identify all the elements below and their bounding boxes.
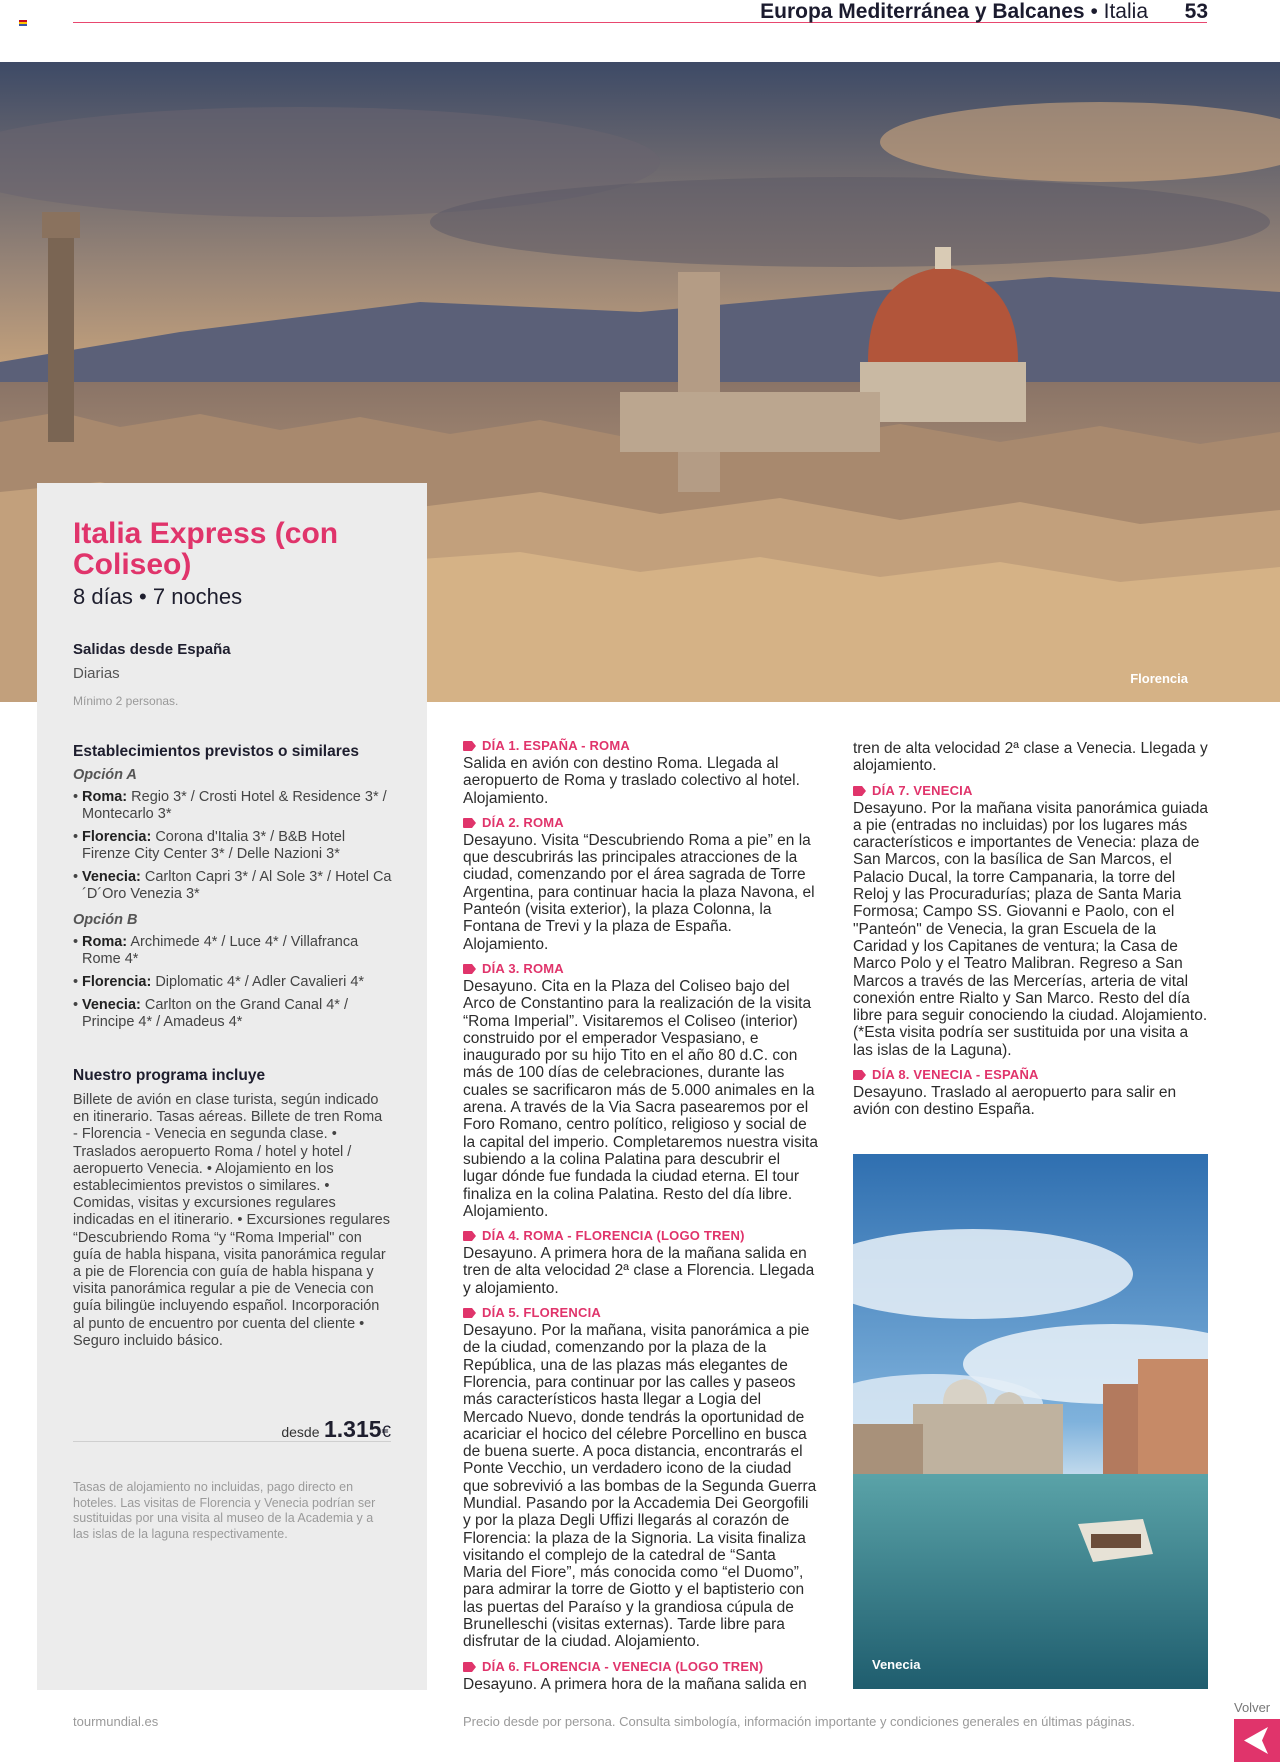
minimum-people: Mínimo 2 personas. (73, 694, 179, 708)
item-hotels: Carlton on the Grand Canal 4* / Principe 4* / Amadeus 4* (82, 997, 348, 1030)
day-description-continued: tren de alta velocidad 2ª clase a Venecia. Llegada y alojamiento. (853, 740, 1208, 775)
arrow-marker-icon (463, 1308, 476, 1318)
back-button[interactable] (1234, 1719, 1280, 1762)
footer-note: Precio desde por persona. Consulta simbología, información importante y condiciones generales en últimas páginas. (463, 1714, 1136, 1729)
day-description: Desayuno. Cita en la Plaza del Coliseo bajo del Arco de Constantino para la realización de la visita “Roma Imperial”. Visitaremos el Coliseo (interior) construido por el emperador Vespasiano, e inaugurado por su hijo Tito en el año 80 d.C. con más de 100 días de celebraciones, durante las cuales se sacrificaron más de 5.000 animales en la arena. A través de la Via Sacra pasearemos por el Foro Romano, centro político, religioso y social de la capital del imperio. Completaremos nuestra visita subiendo a la colina Palatina para descubrir el lugar dónde fue fundada la ciudad eterna. El tour finaliza en la colina Palatina. Resto del día libre. Alojamiento. (463, 977, 818, 1220)
back-arrow-icon (1234, 1719, 1280, 1762)
day-description: Desayuno. Por la mañana, visita panorámica a pie de la ciudad, comenzando por la plaza de la República, una de las plazas más elegantes de Florencia, para continuar por las calles y paseos más característicos hasta llegar a Logia del Mercado Nuevo, donde tendrás la oportunidad de acariciar el hocico del célebre Porcellino en busca de buena suerte. A poca distancia, encontrarás el Ponte Vecchio, un verdadero icono de la ciudad que sobrevivió a las bombas de la Segunda Guerra Mundial. Pasando por la Accademia Dei Georgofili y por la plaza Degli Uffizi llegarás al corazón de Florencia: la plaza de la Signoria. La visita finaliza visitando el complejo de la catedral de “Santa Maria del Fiore”, más conocida como “el Duomo”, para admirar la torre de Giotto y el baptisterio con las puertas del Paraíso y la grandiosa cúpula de Brunelleschi (visitas externas). Tarde libre para disfrutar de la ciudad. Alojamiento. (463, 1322, 817, 1651)
trip-title: Italia Express (con Coliseo) (73, 517, 339, 581)
day-heading (463, 815, 818, 831)
day-description: Salida en avión con destino Roma. Llegada al aeropuerto de Roma y traslado colectivo al hotel. Alojamiento. (463, 755, 800, 807)
header-title (760, 0, 1148, 24)
header-country: Italia (1103, 0, 1148, 23)
price-label: desde (281, 1424, 320, 1440)
day-title: DÍA 8. VENECIA - ESPAÑA (872, 1067, 1039, 1083)
day-description: Desayuno. Por la mañana visita panorámica guiada a pie (entradas no incluidas) por los lugares más característicos e importantes de Venecia: plaza de San Marcos, con la basílica de San Marcos, el Palacio Ducal, la torre Campanaria, la torre del Reloj y las Procuradurías; plaza de Santa Maria Formosa; Campo SS. Giovanni e Paolo, con el "Panteón" de Venecia, la gran Escuela de la Caridad y los Capitanes de ventura; la Casa de Marco Polo y el Teatro Malibran. Regreso a San Marcos a través de las Mercerías, arteria de vital conexión entre Rialto y San Marco. Resto del día libre para seguir conociendo la ciudad. Alojamiento. (*Esta visita podría ser sustituida por una visita a las islas de la Laguna). (853, 799, 1208, 1059)
day-title: DÍA 5. FLORENCIA (482, 1305, 602, 1321)
option-a-item (73, 869, 393, 903)
day-title: DÍA 6. FLORENCIA - VENECIA (LOGO TREN) (482, 1658, 764, 1674)
hero-caption: Florencia (1130, 671, 1188, 686)
program-heading: Nuestro programa incluye (73, 1067, 266, 1084)
day-description: Desayuno. A primera hora de la mañana salida en tren de alta velocidad 2ª clase a Florencia. Llegada y alojamiento. (463, 1245, 815, 1297)
day-description: Desayuno. Visita “Descubriendo Roma a pie” en la que descubrirás las principales atracciones de la ciudad, comenzando por el área sagrada de Torre Argentina, para continuar hacia la plaza Navona, el Panteón (visita exterior), la plaza Colonna, la Fontana de Trevi y la plaza de España. Alojamiento. (463, 831, 815, 953)
option-b-item (73, 934, 393, 968)
item-city: Roma: (82, 934, 128, 950)
day-heading (463, 961, 818, 977)
option-b-item (73, 997, 393, 1031)
day-heading (853, 1067, 1208, 1083)
price-row (73, 1416, 391, 1442)
price-currency: € (381, 1422, 391, 1441)
venice-caption: Venecia (872, 1657, 921, 1672)
item-hotels: Carlton Capri 3* / Al Sole 3* / Hotel Ca´D´Oro Venezia 3* (82, 869, 392, 902)
day-heading (853, 783, 1208, 799)
arrow-marker-icon (463, 964, 476, 974)
program-text: Billete de avión en clase turista, según indicado en itinerario. Tasas aéreas. Billete de tren Roma - Florencia - Venecia en segunda clase. • Traslados aeropuerto Roma / hotel y hotel / aeropuerto Venecia. • Alojamiento en los establecimientos previstos o similares. • Comidas, visitas y excursiones regulares indicadas en el itinerario. • Excursiones regulares “Descubriendo Roma “y “Roma Imperial" con guía de habla hispana, visita panorámica regular a pie de Florencia con guía de habla hispana y visita panorámica regular a pie de Venecia con guía bilingüe incluyendo español. Incorporación al punto de encuentro por cuenta del cliente • Seguro incluido básico. (73, 1092, 390, 1349)
day-title: DÍA 3. ROMA (482, 960, 564, 976)
item-city: Florencia: (82, 829, 152, 845)
day-title: DÍA 2. ROMA (482, 814, 564, 830)
day-heading (463, 1228, 818, 1244)
arrow-marker-icon (463, 1662, 476, 1672)
trip-duration: 8 días • 7 noches (73, 584, 243, 609)
establishments-heading: Establecimientos previstos o similares (73, 743, 360, 760)
item-hotels: Corona d'Italia 3* / B&B Hotel Firenze City Center 3* / Delle Nazioni 3* (82, 829, 346, 862)
item-city: Venecia: (82, 869, 141, 885)
day-heading (463, 1659, 818, 1675)
itinerary-column-2 (853, 740, 1208, 1119)
item-city: Venecia: (82, 997, 141, 1013)
arrow-marker-icon (853, 1070, 866, 1080)
back-label: Volver (1234, 1700, 1271, 1715)
arrow-marker-icon (853, 786, 866, 796)
day-title: DÍA 4. ROMA - FLORENCIA (LOGO TREN) (482, 1228, 745, 1244)
option-b-item (73, 974, 393, 991)
item-hotels: Regio 3* / Crosti Hotel & Residence 3* / Montecarlo 3* (82, 789, 387, 822)
arrow-marker-icon (463, 741, 476, 751)
spain-flag-icon (19, 20, 27, 26)
option-a-item (73, 829, 393, 863)
item-city: Florencia: (82, 974, 152, 990)
day-title: DÍA 1. ESPAÑA - ROMA (482, 738, 630, 753)
establishments-list (73, 767, 393, 1037)
item-hotels: Diplomatic 4* / Adler Cavalieri 4* (155, 974, 365, 990)
day-title: DÍA 7. VENECIA (872, 782, 973, 798)
departures-heading: Salidas desde España (73, 641, 231, 658)
page-number: 53 (1184, 0, 1208, 23)
day-description: Desayuno. Traslado al aeropuerto para salir en avión con destino España. (853, 1084, 1177, 1119)
arrow-marker-icon (463, 1231, 476, 1241)
footer-website[interactable]: tourmundial.es (73, 1714, 159, 1729)
itinerary-column-1 (463, 738, 818, 1693)
option-a-label: Opción A (73, 767, 137, 783)
header-section: Europa Mediterránea y Balcanes (760, 0, 1085, 23)
header-separator: • (1090, 0, 1098, 23)
day-description: Desayuno. A primera hora de la mañana salida en (463, 1675, 807, 1693)
venice-photo (853, 1154, 1208, 1689)
accommodation-notes: Tasas de alojamiento no incluidas, pago directo en hoteles. Las visitas de Florencia y Venecia podrían ser sustituidas por una visita al museo de la Academia y a las islas de la laguna respectivamente. (73, 1480, 376, 1541)
item-city: Roma: (82, 789, 128, 805)
option-a-item (73, 789, 393, 823)
price-value: 1.315 (323, 1416, 382, 1442)
day-heading (463, 1305, 818, 1321)
departures-value: Diarias (73, 665, 120, 682)
day-heading (463, 738, 818, 754)
item-hotels: Archimede 4* / Luce 4* / Villafranca Rome 4* (82, 934, 359, 967)
arrow-marker-icon (463, 818, 476, 828)
option-b-label: Opción B (73, 912, 138, 928)
